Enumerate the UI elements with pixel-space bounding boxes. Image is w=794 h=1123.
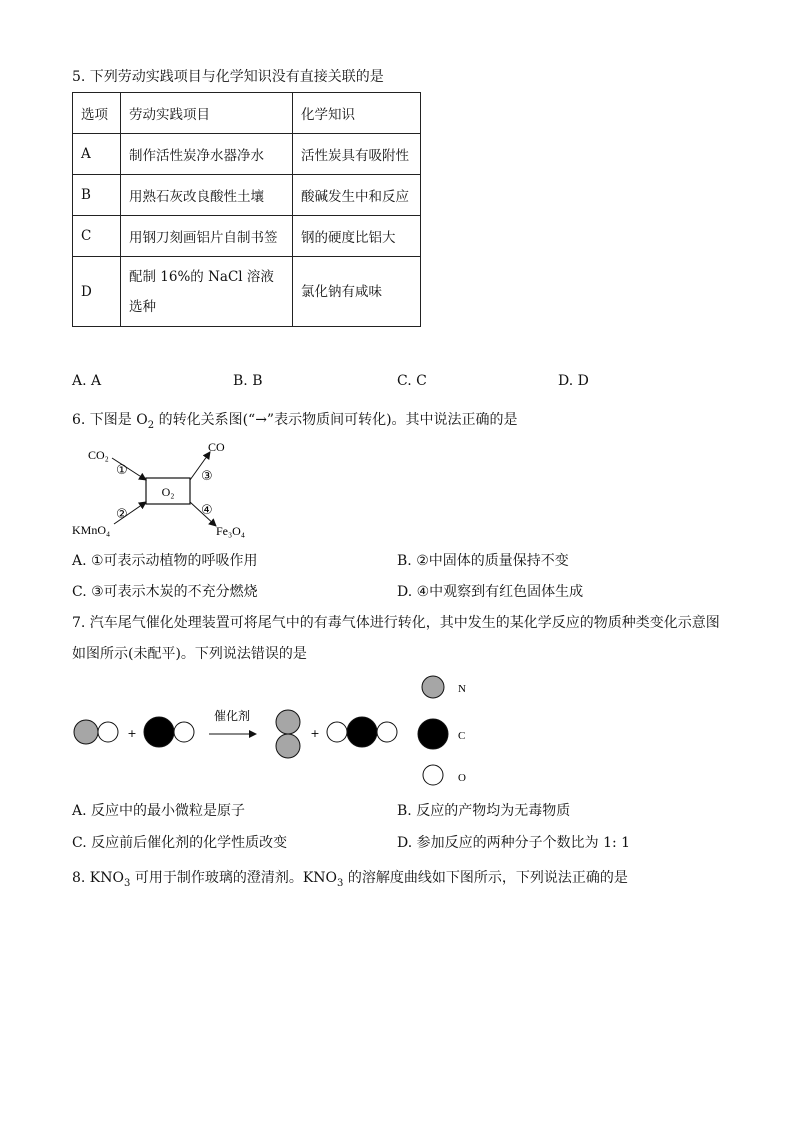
- q7-option-d[interactable]: D. 参加反应的两种分子个数比为 1: 1: [397, 835, 631, 851]
- table-cell: 配制 16%的 NaCl 溶液选种: [121, 257, 293, 327]
- q8-stem: [72, 867, 628, 889]
- kmno4-label: KMnO₄: [72, 523, 111, 537]
- legend-o-label: O: [458, 772, 466, 784]
- table-cell: 制作活性炭净水器净水: [121, 134, 293, 175]
- q5-option-d[interactable]: D. D: [558, 373, 589, 389]
- q7-option-c[interactable]: C. 反应前后催化剂的化学性质改变: [72, 835, 288, 851]
- co2-label: CO₂: [88, 448, 109, 462]
- table-row: [73, 216, 421, 257]
- q8-stem-part: 8. KNO: [72, 870, 124, 886]
- table-cell: 酸碱发生中和反应: [293, 175, 421, 216]
- q7-option-a[interactable]: A. 反应中的最小微粒是原子: [72, 803, 246, 819]
- table-header-cell: 选项: [73, 93, 121, 134]
- legend-c-swatch: [418, 719, 448, 749]
- catalyst-label: 催化剂: [213, 709, 251, 723]
- table-row: [73, 175, 421, 216]
- atom-c: [144, 717, 174, 747]
- table-cell: 活性炭具有吸附性: [293, 134, 421, 175]
- q7-option-b[interactable]: B. 反应的产物均为无毒物质: [397, 803, 571, 819]
- table-cell: B: [73, 175, 121, 216]
- atom-o: [327, 722, 347, 742]
- table-cell: 用熟石灰改良酸性土壤: [121, 175, 293, 216]
- table-cell: D: [73, 257, 121, 327]
- q5-option-b[interactable]: B. B: [233, 373, 263, 389]
- legend-c-label: C: [458, 730, 466, 742]
- plus-sign: +: [127, 727, 137, 740]
- legend-n-label: N: [458, 683, 466, 695]
- q8-stem-part: 可用于制作玻璃的澄清剂。KNO: [130, 870, 338, 886]
- atom-o: [98, 722, 118, 742]
- marker-1: ①: [116, 463, 128, 478]
- table-cell: C: [73, 216, 121, 257]
- marker-2: ②: [116, 507, 128, 522]
- table-header-cell: 化学知识: [293, 93, 421, 134]
- q5-stem: 5. 下列劳动实践项目与化学知识没有直接关联的是: [72, 69, 384, 85]
- q6-option-d[interactable]: D. ④中观察到有红色固体生成: [397, 584, 584, 600]
- table-row: [73, 257, 421, 327]
- q6-option-b[interactable]: B. ②中固体的质量保持不变: [397, 553, 569, 569]
- o2-label: O₂: [161, 485, 175, 499]
- marker-3: ③: [201, 469, 213, 484]
- fe3o4-label: Fe₃O₄: [216, 524, 246, 538]
- q5-option-c[interactable]: C. C: [397, 373, 427, 389]
- table-header-row: [73, 93, 421, 134]
- q6-stem-part: 的转化关系图(“→”表示物质间可转化)。其中说法正确的是: [154, 412, 518, 428]
- q8-stem-part: 的溶解度曲线如下图所示，下列说法正确的是: [343, 870, 628, 886]
- table-cell: 钢的硬度比铝大: [293, 216, 421, 257]
- table-cell: A: [73, 134, 121, 175]
- q6-stem-part: 6. 下图是 O: [72, 412, 148, 428]
- atom-o: [174, 722, 194, 742]
- q6-option-c[interactable]: C. ③可表示木炭的不充分燃烧: [72, 584, 258, 600]
- legend-o-swatch: [423, 765, 443, 785]
- table-row: [73, 134, 421, 175]
- q7-stem-line2: 如图所示(未配平)。下列说法错误的是: [72, 646, 307, 662]
- plus-sign: +: [310, 727, 320, 740]
- marker-4: ④: [201, 503, 213, 518]
- table-cell: 氯化钠有咸味: [293, 257, 421, 327]
- q6-diagram: [66, 436, 266, 544]
- atom-c: [347, 717, 377, 747]
- table-header-cell: 劳动实践项目: [121, 93, 293, 134]
- atom-n: [276, 710, 300, 734]
- q7-stem-line1: 7. 汽车尾气催化处理装置可将尾气中的有毒气体进行转化，其中发生的某化学反应的物质种类变化示意图: [72, 615, 720, 631]
- q6-stem: [72, 409, 518, 431]
- atom-n: [74, 720, 98, 744]
- q8-stem-sub: 3: [124, 877, 131, 889]
- atom-o: [377, 722, 397, 742]
- q7-diagram: [66, 668, 486, 790]
- q5-table: [72, 92, 421, 327]
- table-cell: 用钢刀刻画铝片自制书签: [121, 216, 293, 257]
- legend-n-swatch: [422, 676, 444, 698]
- q6-option-a[interactable]: A. ①可表示动植物的呼吸作用: [72, 553, 258, 569]
- co-label: CO: [208, 440, 225, 454]
- q8-stem-sub: 3: [337, 877, 344, 889]
- q5-option-a[interactable]: A. A: [72, 373, 102, 389]
- atom-n: [276, 734, 300, 758]
- q6-stem-sub: 2: [147, 419, 155, 431]
